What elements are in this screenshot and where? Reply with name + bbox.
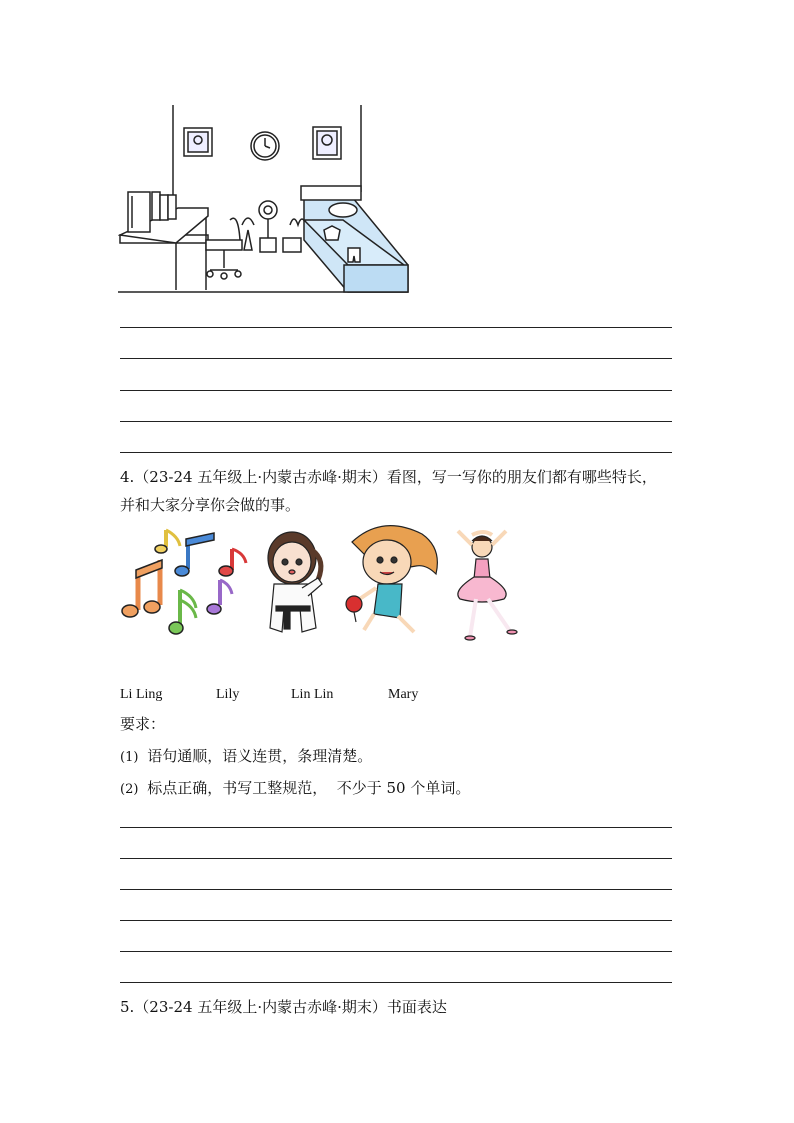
linlin-pingpong-illustration bbox=[342, 522, 442, 640]
writing-line[interactable] bbox=[120, 358, 672, 359]
requirement-2-text: 标点正确，书写工整规范， 不少于 50 个单词。 bbox=[147, 779, 471, 797]
lily-taekwondo-illustration bbox=[262, 528, 332, 648]
name-lin-lin: Lin Lin bbox=[291, 687, 334, 702]
room-illustration bbox=[118, 100, 413, 298]
name-li-ling: Li Ling bbox=[120, 687, 163, 702]
requirements-heading: 要求： bbox=[120, 715, 166, 733]
requirement-2 bbox=[120, 777, 470, 801]
requirement-1-text: 语句通顺，语义连贯，条理清楚。 bbox=[147, 747, 373, 765]
music-notes-illustration bbox=[120, 525, 250, 645]
requirement-1-number: (1) bbox=[120, 750, 139, 765]
writing-line[interactable] bbox=[120, 327, 672, 328]
requirement-2-number: (2) bbox=[120, 782, 139, 797]
writing-line[interactable] bbox=[120, 982, 672, 983]
writing-line[interactable] bbox=[120, 421, 672, 422]
question-4-line1: 4.（23-24 五年级上·内蒙古赤峰·期末）看图，写一写你的朋友们都有哪些特长， bbox=[120, 468, 657, 486]
writing-line[interactable] bbox=[120, 951, 672, 952]
requirement-1 bbox=[120, 745, 372, 769]
question-5-line1: 5.（23-24 五年级上·内蒙古赤峰·期末）书面表达 bbox=[120, 998, 447, 1016]
writing-line[interactable] bbox=[120, 889, 672, 890]
writing-line[interactable] bbox=[120, 858, 672, 859]
name-lily: Lily bbox=[216, 687, 240, 702]
writing-line[interactable] bbox=[120, 390, 672, 391]
writing-line[interactable] bbox=[120, 827, 672, 828]
question-4-line2: 并和大家分享你会做的事。 bbox=[120, 496, 301, 514]
writing-line[interactable] bbox=[120, 920, 672, 921]
mary-ballet-illustration bbox=[450, 525, 522, 643]
writing-line[interactable] bbox=[120, 452, 672, 453]
name-mary: Mary bbox=[388, 687, 419, 702]
